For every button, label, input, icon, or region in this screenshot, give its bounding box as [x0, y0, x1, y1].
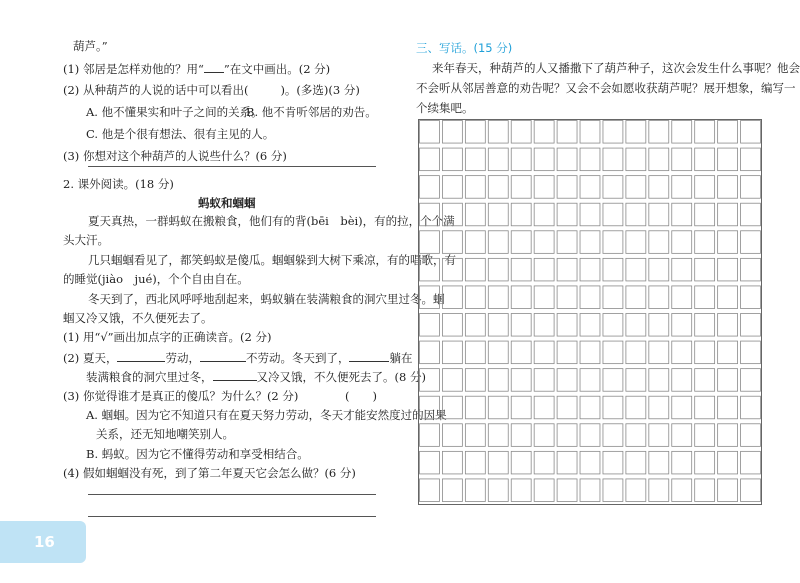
grid-cell[interactable] [718, 396, 738, 419]
paragraph-1-line-1: 夏天真热，一群蚂蚁在搬粮食，他们有的背(bēi bèi)，有的拉，个个满 [88, 214, 455, 228]
grid-cell[interactable] [603, 369, 623, 392]
grid-cell[interactable] [557, 176, 577, 199]
grid-cell[interactable] [442, 148, 462, 171]
grid-cell[interactable] [557, 424, 577, 447]
grid-cell[interactable] [534, 121, 554, 144]
grid-cell[interactable] [442, 451, 462, 474]
sub-question-2-text-f: 又冷又饿，不久便死去了。(8 分) [256, 370, 426, 384]
grid-cell[interactable] [534, 148, 554, 171]
grid-cell[interactable] [511, 231, 531, 254]
grid-cell[interactable] [741, 231, 761, 254]
grid-cell[interactable] [741, 396, 761, 419]
grid-cell[interactable] [741, 451, 761, 474]
grid-cell[interactable] [626, 121, 646, 144]
grid-cell[interactable] [741, 148, 761, 171]
grid-cell[interactable] [580, 176, 600, 199]
grid-cell[interactable] [672, 121, 692, 144]
grid-cell[interactable] [420, 286, 440, 309]
grid-cell[interactable] [534, 286, 554, 309]
fill-blank[interactable] [200, 350, 246, 362]
grid-cell[interactable] [626, 258, 646, 281]
grid-cell[interactable] [649, 121, 669, 144]
grid-cell[interactable] [741, 176, 761, 199]
sub-question-3: (3) 你觉得谁才是真正的傻瓜？为什么？(2 分) [63, 389, 299, 403]
grid-cell[interactable] [603, 258, 623, 281]
grid-cell[interactable] [672, 396, 692, 419]
grid-cell[interactable] [741, 341, 761, 364]
grid-cell[interactable] [534, 314, 554, 337]
question-2-text-b: )。(多选)(3 分) [280, 83, 360, 97]
grid-cell[interactable] [718, 341, 738, 364]
prompt-line-1: 来年春天，种葫芦的人又播撒下了葫芦种子，这次会发生什么事呢？他会 [432, 61, 800, 75]
sub-question-2 [63, 350, 412, 365]
grid-cell[interactable] [580, 121, 600, 144]
grid-cell[interactable] [741, 479, 761, 502]
grid-cell[interactable] [557, 286, 577, 309]
sub-question-2-text-b: 劳动， [165, 351, 200, 365]
grid-cell[interactable] [649, 479, 669, 502]
grid-cell[interactable] [695, 451, 715, 474]
story-title: 蚂蚁和蝈蝈 [198, 196, 256, 210]
grid-cell[interactable] [695, 176, 715, 199]
grid-cell[interactable] [465, 314, 485, 337]
grid-cell[interactable] [465, 369, 485, 392]
grid-cell[interactable] [580, 286, 600, 309]
grid-cell[interactable] [718, 369, 738, 392]
answer-bracket[interactable]: ( ) [345, 389, 377, 403]
grid-cell[interactable] [488, 231, 508, 254]
grid-cell[interactable] [695, 231, 715, 254]
grid-cell[interactable] [557, 341, 577, 364]
grid-cell[interactable] [718, 314, 738, 337]
grid-cell[interactable] [695, 424, 715, 447]
grid-cell[interactable] [649, 369, 669, 392]
section-2-heading: 2. 课外阅读。(18 分) [63, 177, 174, 191]
grid-cell[interactable] [465, 341, 485, 364]
fill-blank[interactable] [349, 350, 389, 362]
grid-cell[interactable] [511, 148, 531, 171]
grid-cell[interactable] [672, 148, 692, 171]
grid-cell[interactable] [420, 479, 440, 502]
grid-cell[interactable] [695, 148, 715, 171]
grid-cell[interactable] [420, 314, 440, 337]
grid-cell[interactable] [488, 424, 508, 447]
grid-cell[interactable] [718, 258, 738, 281]
grid-cell[interactable] [603, 203, 623, 226]
grid-cell[interactable] [488, 121, 508, 144]
grid-cell[interactable] [511, 396, 531, 419]
grid-cell[interactable] [580, 479, 600, 502]
grid-cell[interactable] [741, 314, 761, 337]
grid-cell[interactable] [718, 479, 738, 502]
grid-cell[interactable] [420, 231, 440, 254]
paragraph-3-line-1: 冬天到了，西北风呼呼地刮起来，蚂蚁躺在装满粮食的洞穴里过冬。蝈 [88, 292, 445, 306]
grid-cell[interactable] [695, 121, 715, 144]
grid-cell[interactable] [465, 451, 485, 474]
grid-cell[interactable] [718, 121, 738, 144]
grid-cell[interactable] [420, 148, 440, 171]
grid-cell[interactable] [557, 203, 577, 226]
grid-cell[interactable] [465, 396, 485, 419]
grid-cell[interactable] [488, 203, 508, 226]
grid-cell[interactable] [488, 451, 508, 474]
grid-cell[interactable] [442, 176, 462, 199]
grid-cell[interactable] [465, 203, 485, 226]
grid-cell[interactable] [488, 314, 508, 337]
sub-question-4: (4) 假如蝈蝈没有死，到了第二年夏天它会怎么做？(6 分) [63, 466, 356, 480]
grid-cell[interactable] [695, 369, 715, 392]
grid-cell[interactable] [672, 479, 692, 502]
question-3: (3) 你想对这个种葫芦的人说些什么？(6 分) [63, 149, 287, 163]
paragraph-3-line-2: 蝈又冷又饿，不久便死去了。 [63, 311, 213, 325]
answer-line[interactable] [88, 166, 376, 167]
grid-cell[interactable] [557, 148, 577, 171]
grid-cell[interactable] [442, 258, 462, 281]
section-3-heading: 三、写话。(15 分) [416, 41, 513, 55]
grid-cell[interactable] [603, 341, 623, 364]
grid-cell[interactable] [672, 314, 692, 337]
grid-cell[interactable] [672, 424, 692, 447]
grid-cell[interactable] [442, 314, 462, 337]
grid-cell[interactable] [534, 341, 554, 364]
grid-cell[interactable] [465, 258, 485, 281]
grid-cell[interactable] [672, 451, 692, 474]
grid-cell[interactable] [580, 314, 600, 337]
grid-cell[interactable] [465, 176, 485, 199]
grid-cell[interactable] [649, 341, 669, 364]
sub-question-2-text-d: 躺在 [389, 351, 413, 365]
grid-cell[interactable] [718, 451, 738, 474]
grid-cell[interactable] [603, 148, 623, 171]
paragraph-2-line-1: 几只蝈蝈看见了，都笑蚂蚁是傻瓜。蝈蝈躲到大树下乘凉，有的唱歌，有 [88, 253, 456, 267]
grid-cell[interactable] [741, 258, 761, 281]
grid-cell[interactable] [420, 258, 440, 281]
grid-cell[interactable] [672, 203, 692, 226]
grid-cell[interactable] [511, 314, 531, 337]
grid-cell[interactable] [649, 451, 669, 474]
grid-cell[interactable] [557, 479, 577, 502]
grid-cell[interactable] [695, 314, 715, 337]
grid-cell[interactable] [534, 258, 554, 281]
grid-cell[interactable] [626, 451, 646, 474]
grid-cell[interactable] [603, 396, 623, 419]
grid-cell[interactable] [603, 286, 623, 309]
grid-cell[interactable] [442, 286, 462, 309]
grid-cell[interactable] [442, 369, 462, 392]
grid-cell[interactable] [534, 231, 554, 254]
question-1-text-b: ”在文中画出。(2 分) [223, 62, 331, 76]
grid-cell[interactable] [695, 341, 715, 364]
prompt-line-2: 不会听从邻居善意的劝告呢？又会不会如愿收获葫芦呢？展开想象，编写一 [416, 81, 796, 95]
fill-blank[interactable] [213, 369, 257, 381]
grid-cell[interactable] [442, 396, 462, 419]
grid-cell[interactable] [465, 231, 485, 254]
grid-cell[interactable] [488, 479, 508, 502]
grid-cell[interactable] [626, 314, 646, 337]
grid-cell[interactable] [580, 341, 600, 364]
question-2-text-a: (2) 从种葫芦的人说的话中可以看出( [63, 83, 249, 97]
grid-cell[interactable] [442, 424, 462, 447]
grid-cell[interactable] [557, 314, 577, 337]
grid-cell[interactable] [557, 369, 577, 392]
grid-cell[interactable] [741, 286, 761, 309]
grid-cell[interactable] [420, 451, 440, 474]
grid-cell[interactable] [442, 341, 462, 364]
grid-cell[interactable] [511, 341, 531, 364]
grid-cell[interactable] [603, 176, 623, 199]
grid-cell[interactable] [534, 203, 554, 226]
grid-cell[interactable] [442, 231, 462, 254]
grid-cell[interactable] [580, 258, 600, 281]
grid-cell[interactable] [488, 369, 508, 392]
grid-cell[interactable] [741, 121, 761, 144]
grid-cell[interactable] [488, 341, 508, 364]
grid-cell[interactable] [672, 258, 692, 281]
grid-cell[interactable] [649, 148, 669, 171]
grid-cell[interactable] [557, 258, 577, 281]
grid-cell[interactable] [442, 479, 462, 502]
grid-cell[interactable] [488, 396, 508, 419]
grid-cell[interactable] [672, 286, 692, 309]
question-1 [63, 61, 330, 76]
grid-cell[interactable] [626, 479, 646, 502]
grid-cell[interactable] [488, 176, 508, 199]
grid-cell[interactable] [420, 203, 440, 226]
grid-cell[interactable] [420, 341, 440, 364]
grid-cell[interactable] [672, 369, 692, 392]
question-1-text-a: (1) 邻居是怎样劝他的？用“ [63, 62, 204, 76]
grid-cell[interactable] [511, 176, 531, 199]
grid-cell[interactable] [695, 396, 715, 419]
grid-cell[interactable] [465, 148, 485, 171]
paragraph-1-line-2: 头大汗。 [63, 233, 109, 247]
grid-cell[interactable] [420, 176, 440, 199]
grid-cell[interactable] [580, 396, 600, 419]
grid-cell[interactable] [626, 424, 646, 447]
grid-cell[interactable] [718, 424, 738, 447]
grid-cell[interactable] [511, 203, 531, 226]
grid-cell[interactable] [442, 121, 462, 144]
grid-cell[interactable] [580, 451, 600, 474]
grid-cell[interactable] [511, 121, 531, 144]
choice-a-line-2: 关系，还无知地嘲笑别人。 [96, 427, 234, 441]
answer-line[interactable] [88, 516, 376, 517]
writing-grid[interactable] [418, 119, 762, 505]
grid-cell[interactable] [603, 121, 623, 144]
grid-cell[interactable] [557, 396, 577, 419]
grid-cell[interactable] [603, 424, 623, 447]
grid-cell[interactable] [534, 396, 554, 419]
grid-cell[interactable] [420, 396, 440, 419]
grid-cell[interactable] [718, 148, 738, 171]
grid-cell[interactable] [534, 479, 554, 502]
grid-cell[interactable] [420, 121, 440, 144]
grid-cell[interactable] [718, 203, 738, 226]
question-2 [63, 83, 360, 97]
grid-cell[interactable] [534, 369, 554, 392]
grid-cell[interactable] [465, 121, 485, 144]
choice-a-line-1: A. 蝈蝈。因为它不知道只有在夏天努力劳动，冬天才能安然度过的因果 [86, 408, 447, 422]
grid-cell[interactable] [695, 203, 715, 226]
grid-cell[interactable] [718, 286, 738, 309]
sub-question-2-text-a: (2) 夏天， [63, 351, 118, 365]
grid-cell[interactable] [534, 176, 554, 199]
grid-cell[interactable] [442, 203, 462, 226]
grid-cell[interactable] [603, 231, 623, 254]
grid-cell[interactable] [511, 258, 531, 281]
grid-cell[interactable] [465, 479, 485, 502]
grid-cell[interactable] [603, 451, 623, 474]
grid-cell[interactable] [511, 286, 531, 309]
grid-cell[interactable] [580, 424, 600, 447]
grid-cell[interactable] [649, 424, 669, 447]
prompt-line-3: 个续集吧。 [416, 101, 474, 115]
grid-cell[interactable] [695, 258, 715, 281]
option-b: B. 他不肯听邻居的劝告。 [246, 105, 377, 119]
grid-cell[interactable] [626, 341, 646, 364]
grid-cell[interactable] [511, 451, 531, 474]
page-number: 16 [34, 533, 55, 551]
grid-cell[interactable] [603, 314, 623, 337]
grid-cell[interactable] [488, 148, 508, 171]
grid-cell[interactable] [741, 203, 761, 226]
grid-cell[interactable] [465, 286, 485, 309]
paragraph-2-line-2: 的睡觉(jiào jué)，个个自由自在。 [63, 272, 249, 286]
grid-cell[interactable] [580, 231, 600, 254]
grid-cell[interactable] [580, 369, 600, 392]
grid-cell[interactable] [672, 341, 692, 364]
grid-cell[interactable] [465, 424, 485, 447]
grid-cell[interactable] [603, 479, 623, 502]
grid-cell[interactable] [741, 369, 761, 392]
grid-cell[interactable] [649, 286, 669, 309]
grid-cell[interactable] [534, 424, 554, 447]
sub-question-2-line-2 [86, 369, 426, 384]
grid-cell[interactable] [626, 203, 646, 226]
grid-cell[interactable] [695, 479, 715, 502]
grid-cell[interactable] [718, 231, 738, 254]
sub-question-2-text-e: 装满粮食的洞穴里过冬， [86, 370, 213, 384]
grid-cell[interactable] [626, 148, 646, 171]
grid-cell[interactable] [626, 369, 646, 392]
grid-cell[interactable] [718, 176, 738, 199]
grid-cell[interactable] [511, 479, 531, 502]
answer-line[interactable] [88, 494, 376, 495]
choice-b: B. 蚂蚁。因为它不懂得劳动和享受相结合。 [86, 447, 309, 461]
grid-cell[interactable] [649, 176, 669, 199]
fill-blank[interactable] [117, 350, 165, 362]
grid-cell[interactable] [488, 258, 508, 281]
option-a: A. 他不懂果实和叶子之间的关系。 [86, 105, 263, 119]
grid-cell[interactable] [741, 424, 761, 447]
sub-question-2-text-c: 不劳动。冬天到了， [245, 351, 350, 365]
grid-cell[interactable] [672, 231, 692, 254]
grid-cell[interactable] [534, 451, 554, 474]
grid-cell[interactable] [649, 314, 669, 337]
grid-cell[interactable] [626, 286, 646, 309]
grid-cell[interactable] [626, 396, 646, 419]
grid-cell[interactable] [488, 286, 508, 309]
grid-cell[interactable] [420, 424, 440, 447]
grid-cell[interactable] [511, 424, 531, 447]
option-c: C. 他是个很有想法、很有主见的人。 [86, 127, 275, 141]
grid-cell[interactable] [557, 451, 577, 474]
grid-cell[interactable] [557, 231, 577, 254]
grid-cell[interactable] [649, 231, 669, 254]
grid-cell[interactable] [672, 176, 692, 199]
grid-cell[interactable] [649, 258, 669, 281]
grid-cell[interactable] [695, 286, 715, 309]
page-number-tab [0, 521, 86, 563]
grid-cell[interactable] [511, 369, 531, 392]
underline-sample [204, 61, 224, 73]
grid-cell[interactable] [649, 203, 669, 226]
grid-cell[interactable] [580, 148, 600, 171]
grid-cell[interactable] [626, 231, 646, 254]
grid-cell[interactable] [626, 176, 646, 199]
grid-cell[interactable] [420, 369, 440, 392]
grid-cell[interactable] [649, 396, 669, 419]
grid-cell[interactable] [580, 203, 600, 226]
text-line: 葫芦。” [73, 39, 108, 53]
sub-question-1: (1) 用“√”画出加点字的正确读音。(2 分) [63, 330, 272, 344]
grid-cell[interactable] [557, 121, 577, 144]
